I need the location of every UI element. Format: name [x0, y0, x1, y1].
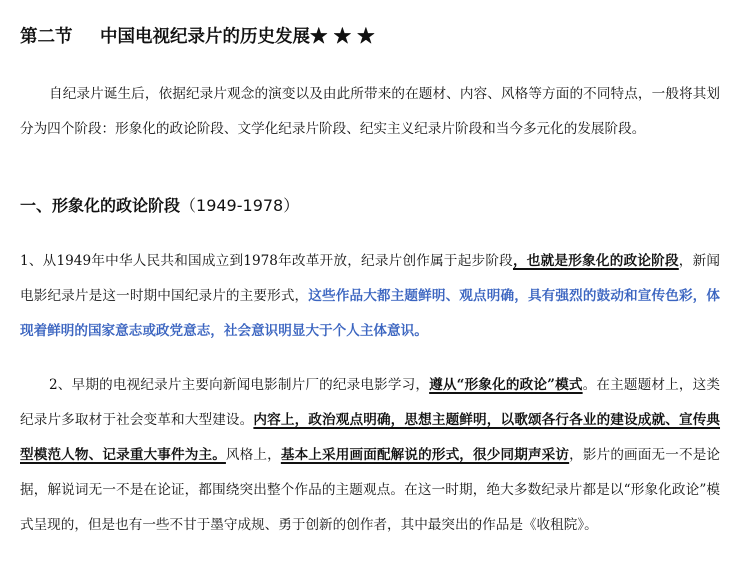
p1-text-a: 1、从1949年中华人民共和国成立到1978年改革开放，纪录片创作属于起步阶段 — [20, 253, 513, 269]
section-number: 第二节 — [20, 27, 73, 47]
section-heading — [20, 24, 720, 50]
p2-text-a: 2、早期的电视纪录片主要向新闻电影制片厂的纪录电影学习， — [49, 377, 430, 393]
p2-text-g: ，影片的画面无一不是论据，解说词无一不是在论证，都围绕突出整个作品的主题观点。在这一时期，绝大多数纪录片都是以“形象化政论”模式呈现的，但是也有一些不甘于墨守成规、勇于创新的创作者，其中最突出的作品是《收租院》。 — [20, 447, 721, 533]
p1-underlined-phrase: ，也就是形象化的政论阶段 — [512, 253, 679, 269]
p2-underlined-content: 内容上，政治观点明确，思想主题鲜明，以歌颂各行各业的建设成就、宣传典型模范人物、记录重大事件为主。 — [20, 412, 721, 463]
section-title: 中国电视纪录片的历史发展★ ★ ★ — [100, 27, 375, 47]
p2-underlined-style: 基本上采用画面配解说的形式，很少同期声采访 — [280, 447, 570, 463]
p1-text-c: ，新闻电影纪录片是这一时期中国纪录片的主要形式， — [20, 253, 721, 304]
p2-text-e: 风格上， — [225, 447, 281, 463]
p2-text-c: 。在主题题材上，这类纪录片多取材于社会变革和大型建设。 — [20, 377, 720, 428]
subsection-years: （1949-1978） — [180, 196, 300, 215]
subsection-title: 一、形象化的政论阶段 — [20, 196, 181, 215]
p2-underlined-mode: 遵从“形象化的政论”模式 — [429, 377, 583, 393]
paragraph-1 — [20, 244, 720, 349]
p1-highlighted-text: 这些作品大都主题鲜明、观点明确，具有强烈的鼓动和宣传色彩，体现着鲜明的国家意志或政党意志，社会意识明显大于个人主体意识。 — [20, 288, 721, 339]
paragraph-2 — [20, 368, 720, 543]
intro-paragraph: 自纪录片诞生后，依据纪录片观念的演变以及由此所带来的在题材、内容、风格等方面的不同特点，一般将其划分为四个阶段：形象化的政论阶段、文学化纪录片阶段、纪实主义纪录片阶段和当今多元化的发展阶段。 — [20, 86, 720, 137]
subsection-heading — [20, 192, 720, 220]
